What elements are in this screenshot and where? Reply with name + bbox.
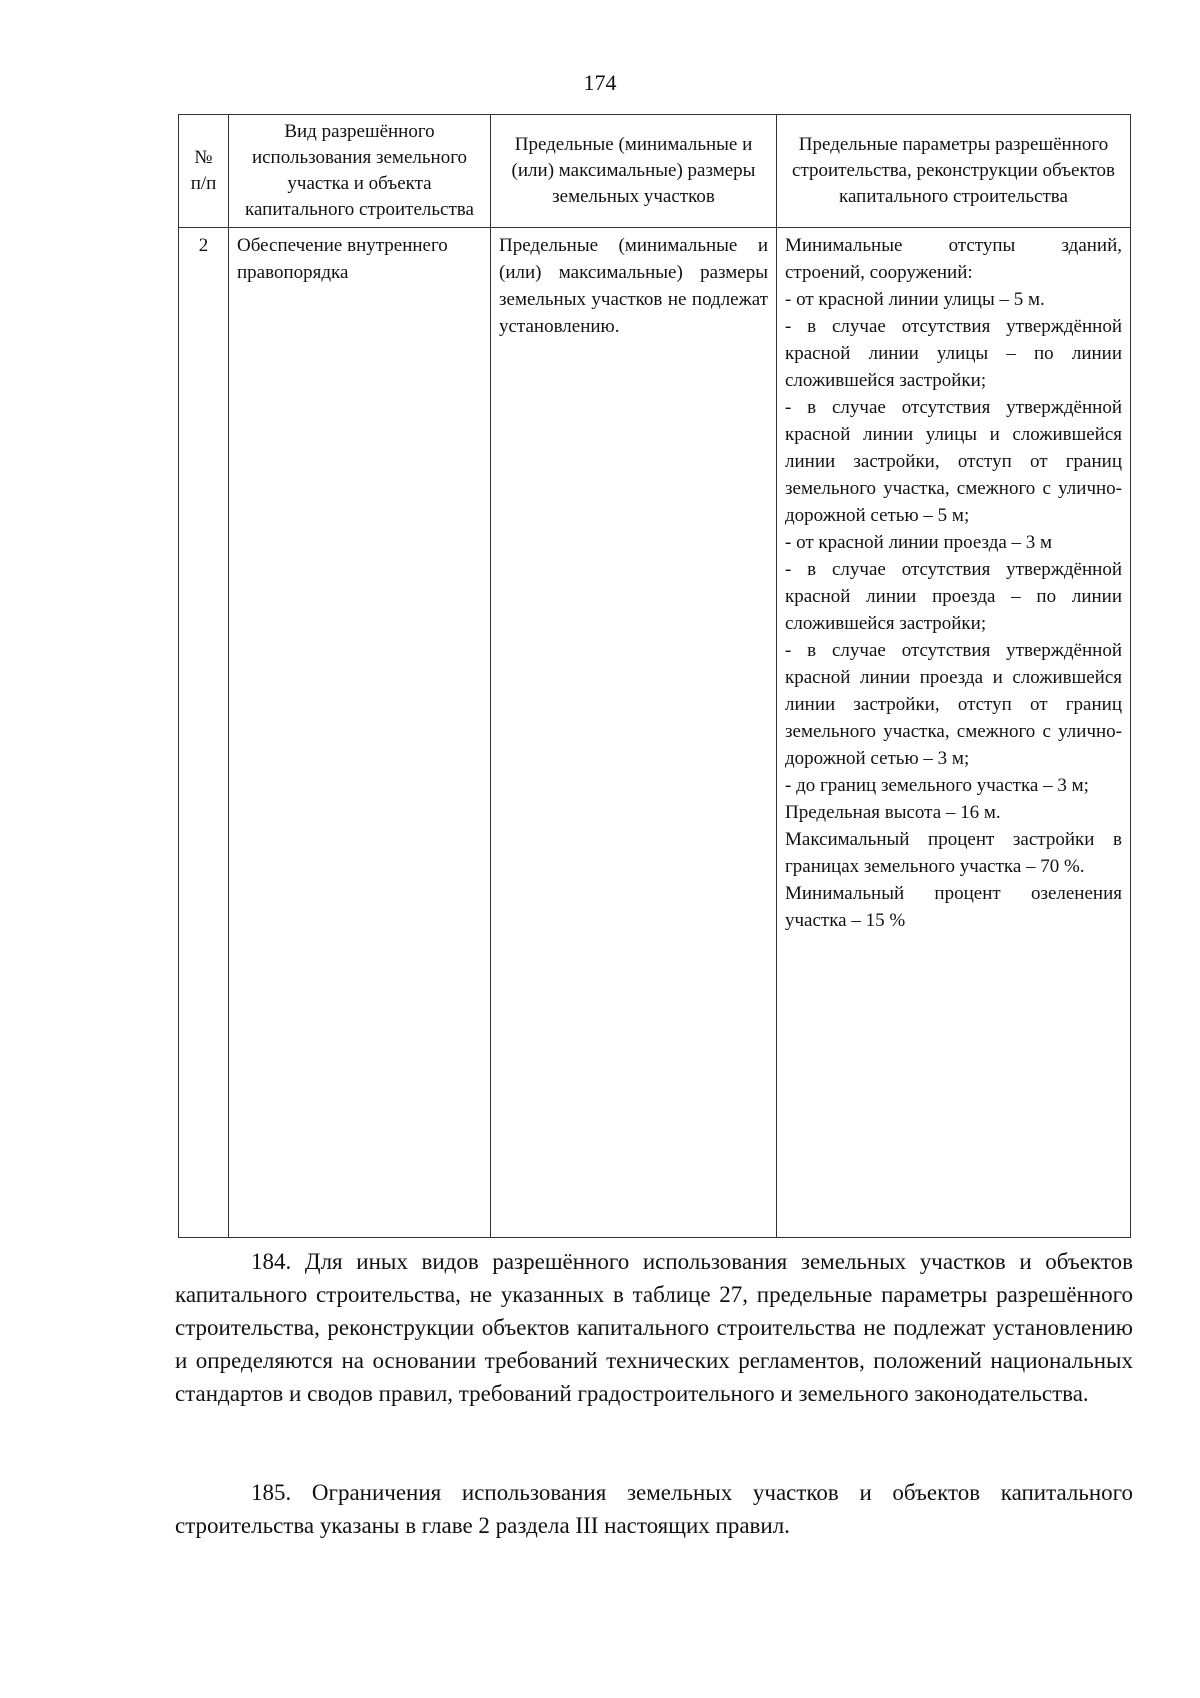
regulation-table (178, 114, 1131, 1238)
header-use-type: Вид разрешённого использования земельного участка и объекта капитального строительства (229, 115, 491, 228)
param-line: Минимальные отступы зданий, строений, сооружений: (785, 235, 1122, 283)
table-row (179, 228, 1131, 1238)
param-line: - в случае отсутствия утверждённой красной линии улицы и сложившейся линии застройки, отступ от границ земельного участка, смежного с улично-дорожной сетью – 5 м; (785, 397, 1122, 526)
param-line: Предельная высота – 16 м. (785, 802, 1001, 823)
paragraph-184 (175, 1245, 1133, 1410)
param-line: - в случае отсутствия утверждённой красной линии проезда и сложившейся линии застройки, отступ от границ земельного участка, смежного с улично-дорожной сетью – 3 м; (785, 640, 1122, 769)
paragraph-text: 184. Для иных видов разрешённого использования земельных участков и объектов капитального строительства, не указанных в таблице 27, предельные параметры разрешённого строительства, реконструкции объектов капитального строительства не подлежат установлению и определяются на основании требований технических регламентов, положений национальных стандартов и сводов правил, требований градостроительного и земельного законодательства. (175, 1249, 1133, 1406)
param-line: - в случае отсутствия утверждённой красной линии улицы – по линии сложившейся застройки; (785, 316, 1122, 391)
header-plot-sizes: Предельные (минимальные и (или) максимальные) размеры земельных участков (491, 115, 777, 228)
row-number: 2 (179, 228, 229, 1238)
param-line: - от красной линии проезда – 3 м (785, 532, 1053, 553)
param-line: - до границ земельного участка – 3 м; (785, 775, 1089, 796)
param-line: Минимальный процент озеленения участка – 15 % (785, 883, 1122, 931)
paragraph-text: 185. Ограничения использования земельных участков и объектов капитального строительства указаны в главе 2 раздела III настоящих правил. (175, 1480, 1133, 1538)
row-plot-sizes: Предельные (минимальные и (или) максимальные) размеры земельных участков не подлежат установлению. (491, 228, 777, 1238)
table-header-row (179, 115, 1131, 228)
param-line: - от красной линии улицы – 5 м. (785, 289, 1045, 310)
param-line: - в случае отсутствия утверждённой красной линии проезда – по линии сложившейся застройки; (785, 559, 1122, 634)
paragraph-185 (175, 1476, 1133, 1542)
page-number: 174 (583, 70, 617, 95)
header-number: № п/п (179, 115, 229, 228)
param-line: Максимальный процент застройки в границах земельного участка – 70 %. (785, 829, 1122, 877)
header-construction-params: Предельные параметры разрешённого строительства, реконструкции объектов капитального строительства (777, 115, 1131, 228)
row-use-type: Обеспечение внутреннего правопорядка (229, 228, 491, 1238)
row-construction-params (777, 228, 1131, 1238)
